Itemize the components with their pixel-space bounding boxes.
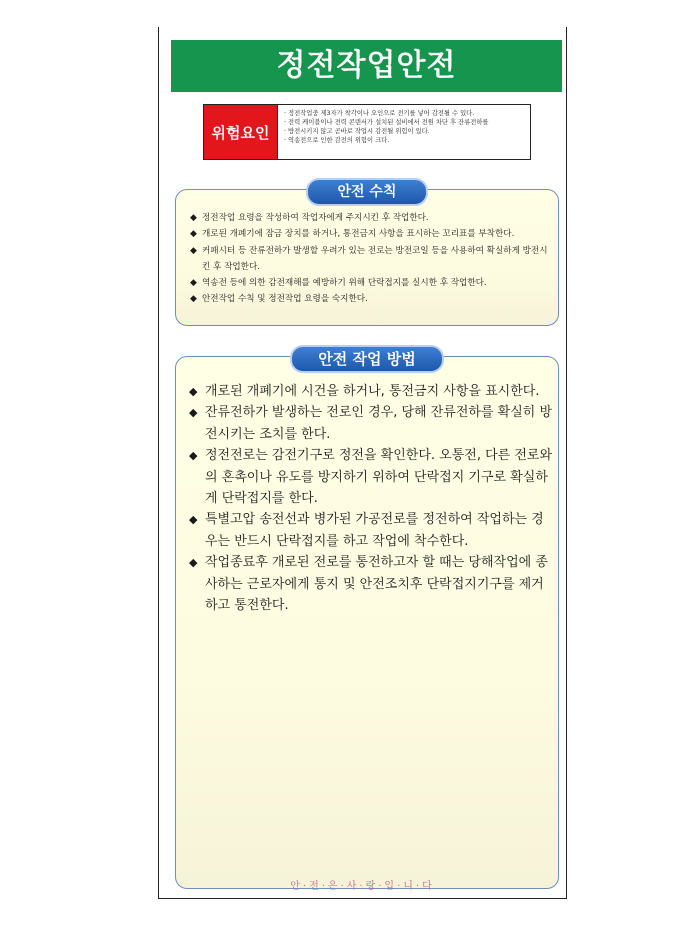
list-item: ◆ 정전전로는 감전기구로 정전을 확인한다. 오통전, 다른 전로와의 혼촉이나 유도를 방지하기 위하여 단락접지 기구로 확실하게 단락접지를 한다. [189, 445, 554, 509]
list-item: ◆ 개로된 개폐기에 잠금 장치를 하거나, 통전금지 사항을 표시하는 꼬리표를 부착한다. [190, 226, 554, 242]
list-item: ◆ 정전작업 요령을 작성하여 작업자에게 주지시킨 후 작업한다. [190, 210, 554, 226]
list-item: ◆ 개로된 개폐기에 시건을 하거나, 통전금지 사항을 표시한다. [189, 381, 554, 402]
work-methods-panel [175, 350, 559, 889]
list-item: ◆ 잔류전하가 발생하는 전로인 경우, 당해 잔류전하를 확실히 방전시키는 조치를 한다. [189, 402, 554, 445]
hazard-item: · 방전시키지 않고 곧바로 작업시 감전될 위험이 있다. [284, 127, 489, 136]
hazard-box [203, 104, 531, 160]
hazard-label: 위험요인 [204, 105, 278, 159]
hazard-item: · 전력 케이블이나 전력 콘덴서가 설치된 설비에서 전원 차단 후 잔류전하를 [284, 118, 489, 127]
safety-rules-list [190, 210, 554, 308]
list-item: ◆ 역송전 등에 의한 감전재해를 예방하기 위해 단락접지를 실시한 후 작업한다. [190, 275, 554, 291]
list-item: ◆ 안전작업 수칙 및 정전작업 요령을 숙지한다. [190, 291, 554, 307]
work-methods-list [189, 381, 554, 616]
work-methods-title: 안전 작업 방법 [290, 345, 444, 373]
hazard-item: · 정전작업중 제3자가 착각이나 오인으로 전기를 넣어 감전될 수 있다. [284, 109, 489, 118]
safety-sheet [158, 27, 567, 899]
list-item: ◆ 작업종료후 개로된 전로를 통전하고자 할 때는 당해작업에 종사하는 근로자에게 통지 및 안전조치후 단락접지기구를 제거하고 통전한다. [189, 552, 554, 616]
hazard-list [278, 105, 493, 159]
list-item: ◆ 특별고압 송전선과 병가된 가공전로를 정전하여 작업하는 경우는 반드시 단락접지를 하고 작업에 착수한다. [189, 509, 554, 552]
hazard-item: · 역송전으로 인한 감전의 위험이 크다. [284, 136, 489, 145]
list-item: ◆ 커패시터 등 잔류전하가 발생할 우려가 있는 전로는 방전코일 등을 사용하여 확실하게 방전시킨 후 작업한다. [190, 243, 554, 276]
safety-rules-title: 안전 수칙 [306, 178, 428, 206]
page-title: 정전작업안전 [171, 40, 562, 92]
footer-slogan: 안·전·은·사·랑·입·니·다 [290, 881, 435, 892]
safety-rules-panel [175, 184, 559, 326]
